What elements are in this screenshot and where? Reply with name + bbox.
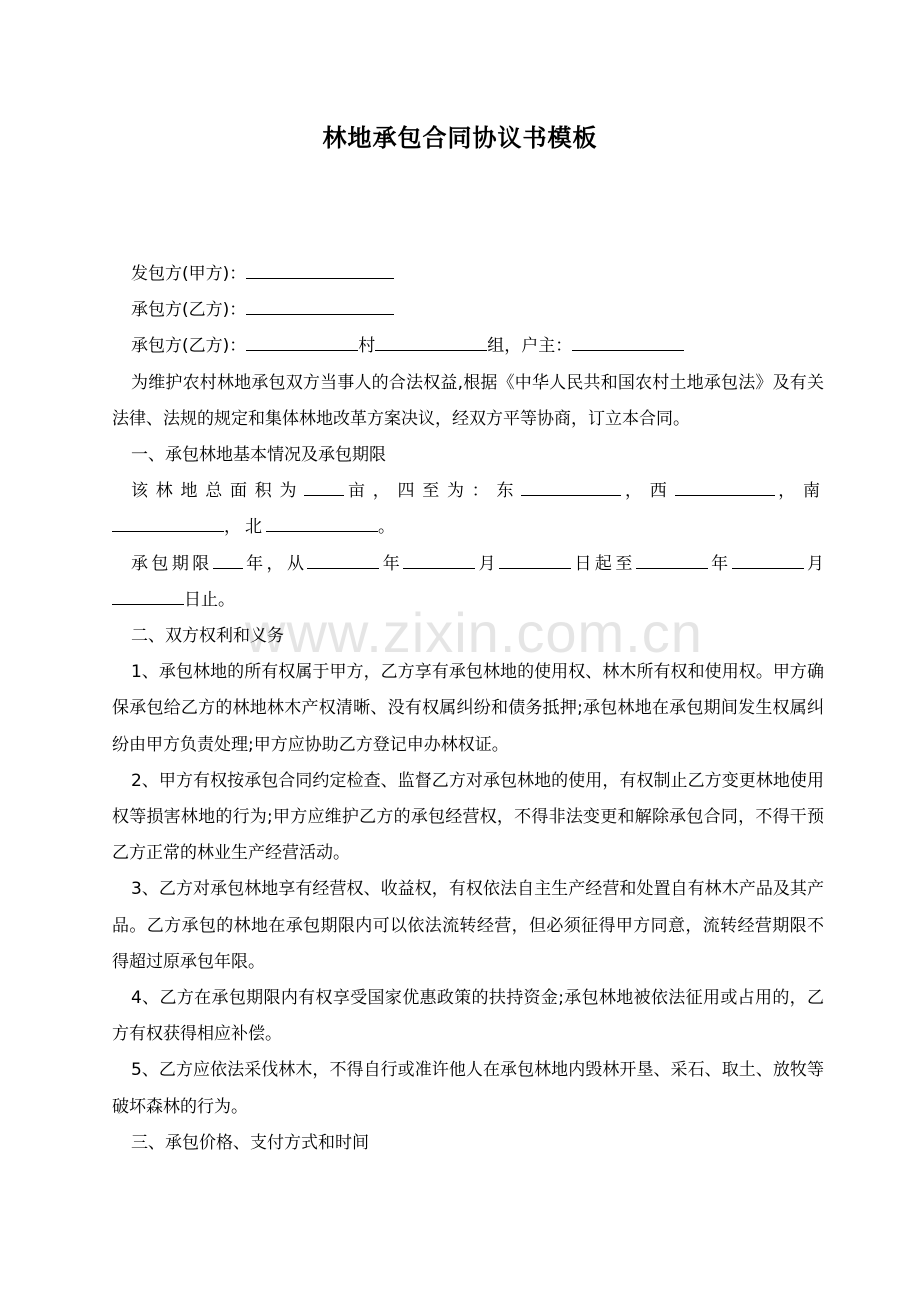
end-day-blank — [112, 590, 184, 605]
village-label: 村 — [358, 336, 376, 357]
section-1-heading: 一、承包林地基本情况及承包期限 — [131, 445, 386, 466]
start-year-label: 年 — [379, 553, 404, 574]
party-a-label: 发包方(甲方)： — [131, 264, 247, 284]
end-year-label: 年 — [707, 553, 732, 574]
south-blank — [112, 517, 224, 532]
end-day-label: 日止。 — [184, 589, 235, 610]
start-month-blank — [403, 554, 475, 569]
group-label: 组，户主： — [487, 336, 573, 357]
householder-blank — [572, 336, 684, 351]
preamble: 为维护农村林地承包双方当事人的合法权益,根据《中华人民共和国农村土地承包法》及有关法律、法规的规定和集体林地改革方案决议，经双方平等协商，订立本合同。 — [112, 372, 824, 429]
party-a-blank — [246, 264, 394, 279]
start-month-label: 月 — [475, 553, 500, 574]
north-blank — [266, 517, 378, 532]
section-2-heading: 二、双方权利和义务 — [131, 626, 284, 647]
clause-4: 4、乙方在承包期限内有权享受国家优惠政策的扶持资金;承包林地被依法征用或占用的，乙方有权获得相应补偿。 — [112, 988, 824, 1045]
party-b-line — [112, 292, 824, 328]
document-body — [112, 256, 824, 1161]
start-year-blank — [307, 554, 379, 569]
area-unit: 亩，四至为：东 — [344, 481, 522, 502]
west-blank — [675, 481, 775, 496]
start-day-label: 日起至 — [571, 553, 636, 574]
party-b-address-line — [112, 328, 824, 364]
area-line — [112, 473, 824, 545]
end-month-label: 月 — [803, 553, 825, 574]
start-day-blank — [499, 554, 571, 569]
party-b-label: 承包方(乙方)： — [131, 300, 247, 321]
area-prefix: 该林地总面积为 — [131, 481, 305, 502]
village-blank — [246, 336, 358, 351]
end-year-blank — [636, 554, 708, 569]
party-a-line — [112, 256, 824, 292]
section-3-heading: 三、承包价格、支付方式和时间 — [131, 1132, 369, 1153]
term-line — [112, 546, 824, 618]
clause-3: 3、乙方对承包林地享有经营权、收益权，有权依法自主生产经营和处置自有林木产品及其产品。乙方承包的林地在承包期限内可以依法流转经营，但必须征得甲方同意，流转经营期限不得超过原承包年限。 — [112, 879, 824, 972]
south-label: ，南 — [774, 481, 824, 502]
group-blank — [375, 336, 487, 351]
east-blank — [521, 481, 621, 496]
clause-5: 5、乙方应依法采伐林木，不得自行或准许他人在承包林地内毁林开垦、采石、取土、放牧等破坏森林的行为。 — [112, 1060, 824, 1117]
area-end: 。 — [378, 517, 399, 538]
document-title: 林地承包合同协议书模板 — [322, 124, 598, 152]
party-b-address-label: 承包方(乙方)： — [131, 336, 247, 357]
watermark: www.zixin.com.cn — [245, 601, 703, 664]
party-b-blank — [246, 300, 394, 315]
west-label: ，西 — [621, 481, 675, 502]
term-year-label: 年，从 — [242, 553, 308, 574]
term-years-blank — [213, 554, 243, 569]
clause-2: 2、甲方有权按承包合同约定检查、监督乙方对承包林地的使用，有权制止乙方变更林地使用权等损害林地的行为;甲方应维护乙方的承包经营权，不得非法变更和解除承包合同，不得干预乙方正常的林业生产经营活动。 — [112, 770, 824, 864]
clause-1: 1、承包林地的所有权属于甲方，乙方享有承包林地的使用权、林木所有权和使用权。甲方确保承包给乙方的林地林木产权清晰、没有权属纠纷和债务抵押;承包林地在承包期间发生权属纠纷由甲方负责处理;甲方应协助乙方登记申办林权证。 — [112, 662, 824, 755]
end-month-blank — [732, 554, 804, 569]
area-blank — [304, 481, 344, 496]
north-label: ，北 — [224, 517, 266, 538]
term-prefix: 承包期限 — [131, 553, 213, 574]
